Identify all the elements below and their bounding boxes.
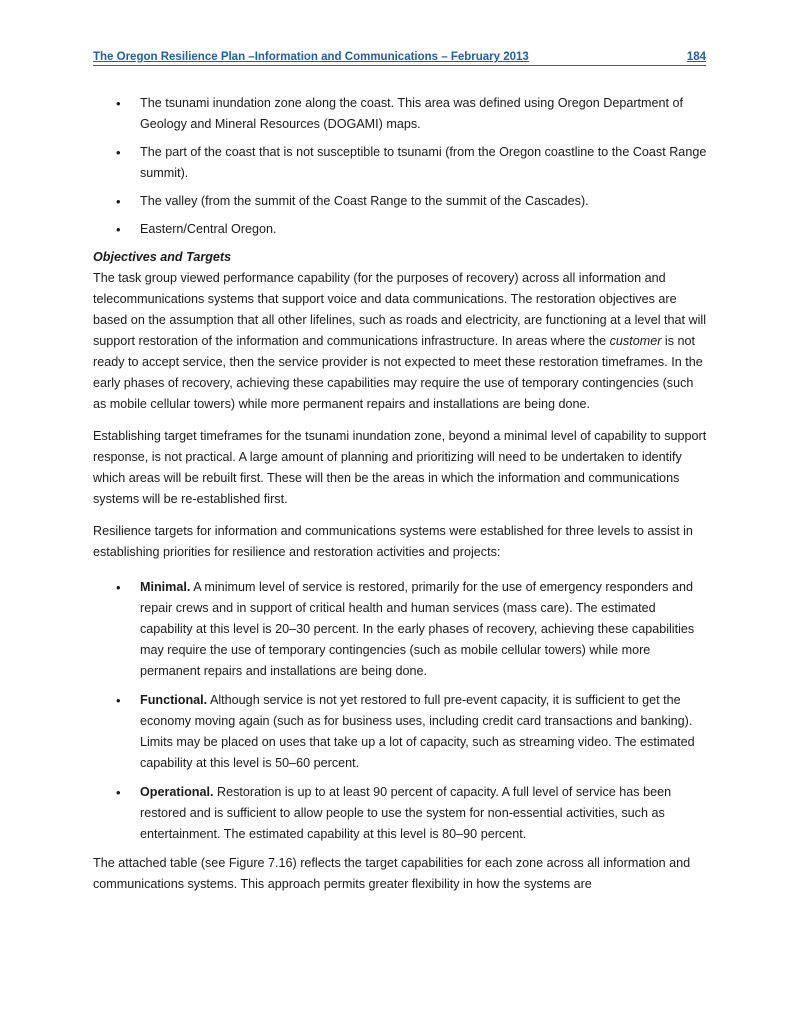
running-header (93, 50, 706, 66)
paragraph-performance (93, 268, 708, 415)
header-title: The Oregon Resilience Plan –Information and Communications – February 2013 (93, 51, 529, 63)
list-item: • The valley (from the summit of the Coast Range to the summit of the Cascades). (93, 191, 708, 212)
zone-list (93, 93, 708, 240)
list-item: • The tsunami inundation zone along the coast. This area was defined using Oregon Department of Geology and Mineral Resources (DOGAMI) maps. (93, 93, 708, 135)
paragraph-text: is not ready to accept service, then the service provider is not expected to meet these restoration timeframes. In the early phases of recovery, achieving these capabilities may require the use of temporary contingencies (such as mobile cellular towers) while more permanent repairs and installations are being done. (93, 334, 703, 411)
level-term: Minimal. (140, 580, 191, 594)
paragraph-closing: The attached table (see Figure 7.16) reflects the target capabilities for each zone across all information and communications systems. This approach permits greater flexibility in how the systems are (93, 856, 691, 891)
list-item: • Eastern/Central Oregon. (93, 219, 708, 240)
level-term: Functional. (140, 693, 208, 707)
list-item: • The part of the coast that is not susceptible to tsunami (from the Oregon coastline to the Coast Range summit). (93, 142, 708, 184)
level-text: Although service is not yet restored to full pre-event capacity, it is sufficient to get the economy moving again (such as for business uses, including credit card transactions and banking). Limits may be placed on uses that take up a lot of capacity, such as streaming video. The estimated capability at this level is 50–60 percent. (140, 693, 695, 770)
level-term: Operational. (140, 785, 214, 799)
paragraph-text: The task group viewed performance capability (for the purposes of recovery) across all information and telecommunications systems that support voice and data communications. The restoration objectives are based on the assumption that all other lifelines, such as roads and electricity, are functioning at a level that will support restoration of the information and communications infrastructure. In areas where the (93, 271, 707, 348)
level-text: A minimum level of service is restored, primarily for the use of emergency responders and repair crews and in support of critical health and human services (mass care). The estimated capability at this level is 20–30 percent. In the early phases of recovery, achieving these capabilities may require the use of temporary contingencies (such as mobile cellular towers) while more permanent repairs and installations are being done. (140, 580, 695, 678)
section-heading: Objectives and Targets (93, 250, 232, 264)
levels-list (93, 577, 708, 845)
list-item (93, 690, 708, 774)
list-item (93, 577, 708, 682)
paragraph-timeframes: Establishing target timeframes for the tsunami inundation zone, beyond a minimal level of capability to support response, is not practical. A large amount of planning and prioritizing will need to be undertaken to identify which areas will be rebuilt first. These will then be the areas in which the information and communications systems will be re-established first. (93, 429, 707, 506)
level-text: Restoration is up to at least 90 percent of capacity. A full level of service has been restored and is sufficient to allow people to use the system for non-essential activities, such as entertainment. The estimated capability at this level is 80–90 percent. (140, 785, 672, 841)
page-number: 184 (686, 51, 706, 63)
emphasis-customer: customer (609, 334, 662, 348)
body-content (93, 93, 708, 906)
list-item (93, 782, 708, 845)
paragraph-targets-intro: Resilience targets for information and communications systems were established for three levels to assist in establishing priorities for resilience and restoration activities and projects: (93, 524, 693, 559)
